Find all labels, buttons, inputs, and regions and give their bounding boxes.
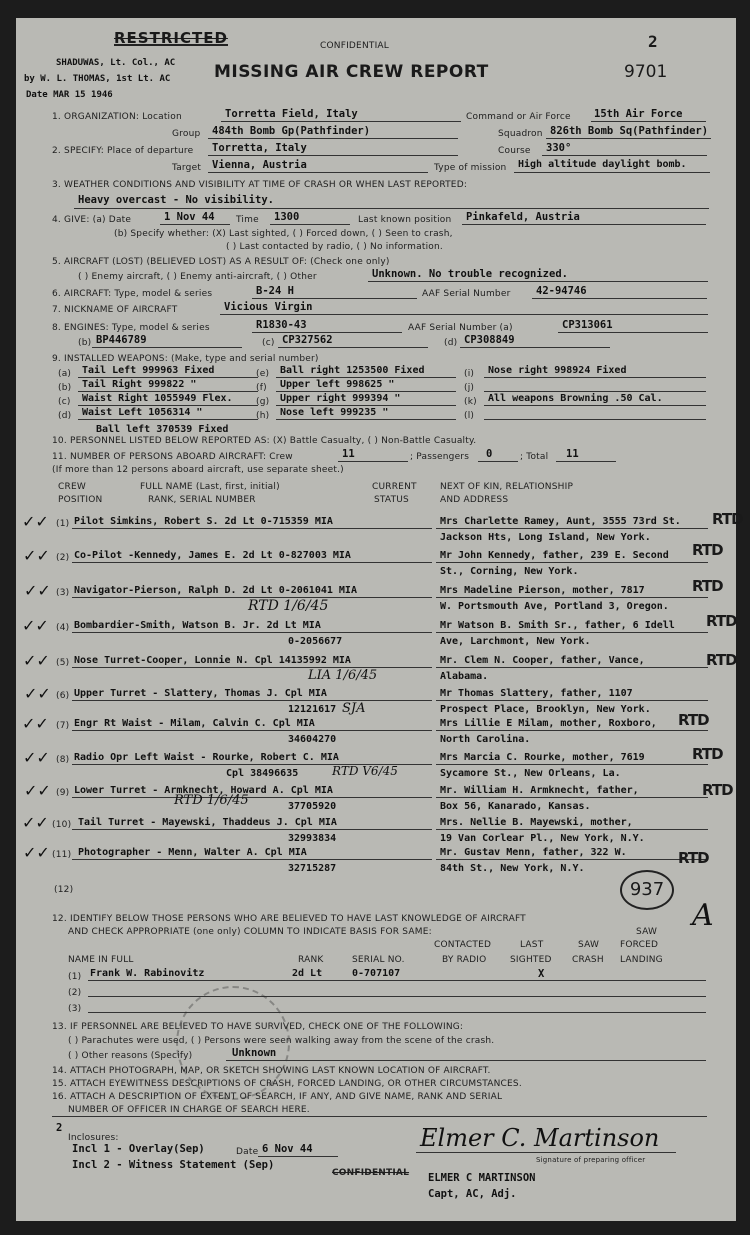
restricted-stamp: RESTRICTED (114, 29, 228, 47)
check-mark: ✓✓ (22, 714, 49, 733)
next-of-kin-address: Jackson Hts, Long Island, New York. (440, 532, 651, 543)
crew-member: Navigator-Pierson, Ralph D. 2d Lt 0-2061041 MIA (74, 585, 357, 596)
handwritten-initial: A (692, 898, 714, 933)
crew-member: Nose Turret-Cooper, Lonnie N. Cpl 14135992 MIA (74, 655, 351, 666)
aircraft-type-value: B-24 H (256, 285, 294, 297)
handwritten-rtd-9: RTD (702, 781, 733, 799)
weapon-value: Upper left 998625 " (280, 379, 395, 390)
witness-name: Frank W. Rabinovitz (90, 968, 205, 979)
inclosures-label: Inclosures: (68, 1133, 119, 1143)
position-label: Last known position (358, 215, 452, 225)
weapon-underline (78, 377, 258, 378)
crew-member-serial: 32715287 (288, 863, 337, 874)
crew-member: Radio Opr Left Waist - Rourke, Robert C. MIA (74, 752, 339, 763)
crew-col-status: STATUS (374, 495, 409, 505)
give-label: 4. GIVE: (a) Date (52, 215, 132, 225)
crew-underline (72, 730, 432, 731)
inclosure-1: Incl 1 - Overlay(Sep) (72, 1143, 205, 1155)
total-label: ; Total (520, 452, 549, 462)
crew-col-current: CURRENT (372, 482, 417, 492)
weapon-underline (276, 377, 456, 378)
organization-location: Torretta Field, Italy (225, 108, 358, 120)
aircraft-lost-options: ( ) Enemy aircraft, ( ) Enemy anti-aircraft, ( ) Other (78, 272, 317, 282)
crew-row-number: (4) (56, 623, 70, 633)
attach-eyewitness: 15. ATTACH EYEWITNESS DESCRIPTIONS OF CRASH, FORCED LANDING, OR OTHER CIRCUMSTANCES. (52, 1079, 522, 1089)
persons-aboard-label: 11. NUMBER OF PERSONS ABOARD AIRCRAFT: Crew (52, 452, 293, 462)
weapon-key: (e) (256, 369, 270, 379)
handwritten-rtd-5: RTD (706, 651, 737, 669)
engine-d-label: (d) (444, 338, 458, 348)
group-label: Group (172, 129, 201, 139)
engines-type: R1830-43 (256, 319, 307, 331)
witness-row-number: (1) (68, 972, 82, 982)
kin-underline (436, 797, 708, 798)
crew-col-kin: NEXT OF KIN, RELATIONSHIP (440, 482, 574, 492)
squadron-value: 826th Bomb Sq(Pathfinder) (550, 125, 709, 137)
check-mark: ✓✓ (23, 546, 50, 565)
crew-row-12: (12) (54, 885, 74, 895)
handwritten-rtd-4: RTD (706, 612, 737, 630)
next-of-kin-address: 19 Van Corlear Pl., New York, N.Y. (440, 833, 645, 844)
witness-row-number: (2) (68, 988, 82, 998)
next-of-kin-address: Sycamore St., New Orleans, La. (440, 768, 621, 779)
crew-underline (72, 829, 432, 830)
check-mark: ✓✓ (22, 813, 49, 832)
aircraft-lost-value: Unknown. No trouble recognized. (372, 268, 568, 280)
weapon-underline (78, 391, 258, 392)
officer-signature: Elmer C. Martinson (420, 1124, 660, 1152)
group-value: 484th Bomb Gp(Pathfinder) (212, 125, 371, 137)
next-of-kin-address: St., Corning, New York. (440, 566, 579, 577)
weather-label: 3. WEATHER CONDITIONS AND VISIBILITY AT TIME OF CRASH OR WHEN LAST REPORTED: (52, 180, 468, 190)
crew-row-number: (2) (56, 553, 70, 563)
departure-value: Torretta, Italy (212, 142, 307, 154)
declassified-date: Date MAR 15 1946 (26, 90, 113, 100)
attach-search: 16. ATTACH A DESCRIPTION OF EXTENT OF SEARCH, IF ANY, AND GIVE NAME, RANK AND SERIAL (52, 1092, 503, 1102)
engines-label: 8. ENGINES: Type, model & series (52, 323, 210, 333)
aircraft-type-label: 6. AIRCRAFT: Type, model & series (52, 289, 213, 299)
persons-note: (If more than 12 persons aboard aircraft, use separate sheet.) (52, 465, 344, 475)
nickname-value: Vicious Virgin (224, 301, 313, 313)
position-value: Pinkafeld, Austria (466, 211, 580, 223)
next-of-kin: Mrs Charlette Ramey, Aunt, 3555 73rd St. (440, 516, 681, 527)
declassified-authority: SHADUWAS, Lt. Col., AC (56, 58, 176, 68)
col-landing: LANDING (620, 955, 663, 965)
next-of-kin-address: Box 56, Kanarado, Kansas. (440, 801, 591, 812)
weapon-value: Nose right 998924 Fixed (488, 365, 627, 376)
check-mark: ✓✓ (24, 781, 51, 800)
weapon-key: (c) (58, 397, 71, 407)
survived-other: ( ) Other reasons (Specify) (68, 1051, 193, 1061)
col-rank: RANK (298, 955, 324, 965)
weapon-value: Tail Left 999963 Fixed (82, 365, 215, 376)
total-count: 11 (566, 448, 579, 460)
identify-label: 12. IDENTIFY BELOW THOSE PERSONS WHO ARE BELIEVED TO HAVE LAST KNOWLEDGE OF AIRCRAFT (52, 914, 526, 924)
missing-air-crew-report (16, 18, 743, 1221)
weather-value: Heavy overcast - No visibility. (78, 194, 274, 206)
weapon-key: (f) (256, 383, 267, 393)
signature-label: Signature of preparing officer (536, 1156, 646, 1164)
next-of-kin: Mrs Marcia C. Rourke, mother, 7619 (440, 752, 645, 763)
check-mark: ✓✓ (24, 684, 51, 703)
col-last: LAST (520, 940, 544, 950)
witness-underline (88, 980, 706, 981)
crew-underline (72, 632, 432, 633)
engine-b-label: (b) (78, 338, 92, 348)
kin-underline (436, 667, 708, 668)
engine-c-label: (c) (262, 338, 275, 348)
weapon-underline (78, 419, 258, 420)
check-mark: ✓✓ (23, 651, 50, 670)
col-sighted: SIGHTED (510, 955, 552, 965)
crew-col-position: CREW (58, 482, 86, 492)
crew-member-serial: Cpl 38496635 (226, 768, 299, 779)
handwritten-rtd-1: RTD (712, 510, 743, 528)
attach-photo: 14. ATTACH PHOTOGRAPH, MAP, OR SKETCH SHOWING LAST KNOWN LOCATION OF AIRCRAFT. (52, 1066, 491, 1076)
weapon-underline (484, 419, 706, 420)
crew-col-position-2: POSITION (58, 495, 103, 505)
aircraft-lost-label: 5. AIRCRAFT (LOST) (BELIEVED LOST) AS A RESULT OF: (Check one only) (52, 257, 390, 267)
col-radio: BY RADIO (442, 955, 487, 965)
crew-member-serial: 34604270 (288, 734, 337, 745)
crew-count: 11 (342, 448, 355, 460)
crew-member-serial: 12121617 (288, 704, 337, 715)
handwritten-rtd-date-3: RTD 1/6/45 (248, 598, 329, 614)
next-of-kin: Mr Watson B. Smith Sr., father, 6 Idell (440, 620, 675, 631)
weapon-underline (276, 419, 456, 420)
weapon-key: (d) (58, 411, 72, 421)
col-saw-top: SAW (636, 927, 658, 937)
crew-member: Bombardier-Smith, Watson B. Jr. 2d Lt MIA (74, 620, 321, 631)
next-of-kin: Mr Thomas Slattery, father, 1107 (440, 688, 633, 699)
engine-b: BP446789 (96, 334, 147, 346)
attach-search-2: NUMBER OF OFFICER IN CHARGE OF SEARCH HERE. (68, 1105, 310, 1115)
weapon-underline (276, 391, 456, 392)
inclosures-count: 2 (56, 1122, 63, 1134)
witness-serial: 0-707107 (352, 968, 401, 979)
next-of-kin-address: North Carolina. (440, 734, 531, 745)
check-mark: ✓✓ (23, 843, 50, 862)
kin-underline (436, 700, 708, 701)
handwritten-rtd-11: RTD (678, 849, 709, 867)
weapon-value: Waist Left 1056314 " (82, 407, 203, 418)
crew-row-number: (8) (56, 755, 70, 765)
crew-underline (72, 859, 432, 860)
weapon-ball-left: Ball left 370539 Fixed (96, 424, 229, 435)
crew-row-number: (6) (56, 691, 70, 701)
crew-underline (72, 528, 432, 529)
col-serial: SERIAL NO. (352, 955, 405, 965)
footer-confidential: CONFIDENTIAL (332, 1168, 410, 1178)
crew-member-serial: 0-2056677 (288, 636, 343, 647)
aircraft-serial-label: AAF Serial Number (422, 289, 511, 299)
crew-member-serial: 32993834 (288, 833, 337, 844)
header-mark: 2 (648, 32, 658, 51)
weapon-key: (h) (256, 411, 270, 421)
crew-row-number: (5) (56, 658, 70, 668)
engine-a: CP313061 (562, 319, 613, 331)
crew-col-rank: RANK, SERIAL NUMBER (148, 495, 256, 505)
witness-underline (88, 996, 706, 997)
check-mark: ✓✓ (22, 512, 49, 531)
next-of-kin: Mrs Lillie E Milam, mother, Roxboro, (440, 718, 657, 729)
col-contacted: CONTACTED (434, 940, 492, 950)
handwritten-sja: SJA (342, 701, 366, 716)
weapon-key: (j) (464, 383, 475, 393)
header-confidential: CONFIDENTIAL (320, 41, 390, 51)
weapon-underline (276, 405, 456, 406)
crew-member: Lower Turret - Armknecht, Howard A. Cpl MIA (74, 785, 333, 796)
weapon-underline (484, 405, 706, 406)
specify-whether-2: ( ) Last contacted by radio, ( ) No information. (226, 242, 443, 252)
crew-underline (72, 667, 432, 668)
crew-member: Engr Rt Waist - Milam, Calvin C. Cpl MIA (74, 718, 315, 729)
weapon-value: Ball right 1253500 Fixed (280, 365, 425, 376)
date-value: 6 Nov 44 (262, 1143, 313, 1155)
weapon-underline (78, 405, 258, 406)
crew-row-number: (3) (56, 588, 70, 598)
passengers-label: ; Passengers (410, 452, 470, 462)
specify-whether: (b) Specify whether: (X) Last sighted, ( ) Forced down, ( ) Seen to crash, (114, 229, 453, 239)
crew-row-number: (1) (56, 519, 70, 529)
command-label: Command or Air Force (466, 112, 571, 122)
witness-underline (88, 1012, 706, 1013)
weapon-value: Upper right 999394 " (280, 393, 401, 404)
course-value: 330° (546, 142, 572, 154)
crew-member-serial: 37705920 (288, 801, 337, 812)
next-of-kin-address: W. Portsmouth Ave, Portland 3, Oregon. (440, 601, 669, 612)
report-number: 9701 (624, 62, 668, 82)
check-mark: ✓✓ (22, 616, 49, 635)
date-label: Date (236, 1147, 259, 1157)
handwritten-lia: LIA 1/6/45 (308, 668, 378, 683)
weapon-key: (l) (464, 411, 475, 421)
time-value: 1300 (274, 211, 300, 223)
next-of-kin-address: Alabama. (440, 671, 489, 682)
witness-rank: 2d Lt (292, 968, 323, 979)
kin-underline (436, 764, 708, 765)
mission-label: Type of mission (434, 163, 507, 173)
next-of-kin: Mr. Clem N. Cooper, father, Vance, (440, 655, 645, 666)
report-title: MISSING AIR CREW REPORT (214, 62, 489, 82)
crew-col-address: AND ADDRESS (440, 495, 509, 505)
col-crash: CRASH (572, 955, 604, 965)
weapon-underline (484, 391, 706, 392)
next-of-kin-address: Prospect Place, Brooklyn, New York. (440, 704, 651, 715)
weapon-underline (484, 377, 706, 378)
kin-underline (436, 829, 708, 830)
engine-d: CP308849 (464, 334, 515, 346)
weapon-key: (g) (256, 397, 270, 407)
identify-label-2: AND CHECK APPROPRIATE (one only) COLUMN TO INDICATE BASIS FOR SAME: (68, 927, 432, 937)
crew-member: Pilot Simkins, Robert S. 2d Lt 0-715359 MIA (74, 516, 333, 527)
survived-other-value: Unknown (232, 1047, 277, 1059)
kin-underline (436, 597, 708, 598)
nickname-label: 7. NICKNAME OF AIRCRAFT (52, 305, 178, 315)
handwritten-rtd-date-8: RTD V6/45 (332, 764, 398, 778)
handwritten-rtd-2: RTD (692, 541, 723, 559)
crew-row-number: (7) (56, 721, 70, 731)
next-of-kin-address: 84th St., New York, N.Y. (440, 863, 585, 874)
survived-label: 13. IF PERSONNEL ARE BELIEVED TO HAVE SURVIVED, CHECK ONE OF THE FOLLOWING: (52, 1022, 464, 1032)
next-of-kin: Mr. Gustav Menn, father, 322 W. (440, 847, 627, 858)
next-of-kin-address: Ave, Larchmont, New York. (440, 636, 591, 647)
crew-member: Photographer - Menn, Walter A. Cpl MIA (78, 847, 307, 858)
kin-underline (436, 562, 708, 563)
crew-member: Co-Pilot -Kennedy, James E. 2d Lt 0-827003 MIA (74, 550, 351, 561)
handwritten-rtd-3: RTD (692, 577, 723, 595)
crew-row-number: (9) (56, 788, 70, 798)
target-value: Vienna, Austria (212, 159, 307, 171)
crew-member: Tail Turret - Mayewski, Thaddeus J. Cpl MIA (78, 817, 337, 828)
course-label: Course (498, 146, 531, 156)
kin-underline (436, 859, 708, 860)
inclosure-2: Incl 2 - Witness Statement (Sep) (72, 1159, 275, 1171)
officer-rank: Capt, AC, Adj. (428, 1188, 517, 1200)
weapon-key: (i) (464, 369, 475, 379)
weapon-value: All weapons Browning .50 Cal. (488, 393, 663, 404)
next-of-kin: Mr. William H. Armknecht, father, (440, 785, 639, 796)
weapon-key: (b) (58, 383, 72, 393)
weapon-value: Tail Right 999822 " (82, 379, 197, 390)
crew-row-number: (11) (52, 850, 72, 860)
kin-underline (436, 632, 708, 633)
weapon-key: (a) (58, 369, 72, 379)
target-label: Target (172, 163, 202, 173)
witness-row-number: (3) (68, 1004, 82, 1014)
next-of-kin: Mrs. Nellie B. Mayewski, mother, (440, 817, 633, 828)
passengers-count: 0 (486, 448, 493, 460)
declassified-by: by W. L. THOMAS, 1st Lt. AC (24, 74, 171, 84)
kin-underline (436, 730, 708, 731)
handwritten-rtd-8: RTD (692, 745, 723, 763)
survived-options: ( ) Parachutes were used, ( ) Persons were seen walking away from the scene of the crash. (68, 1036, 495, 1046)
next-of-kin: Mr John Kennedy, father, 239 E. Second (440, 550, 669, 561)
crew-underline (72, 700, 432, 701)
date-value: 1 Nov 44 (164, 211, 215, 223)
squadron-label: Squadron (498, 129, 543, 139)
weapon-value: Waist Right 1055949 Flex. (82, 393, 233, 404)
aircraft-serial-value: 42-94746 (536, 285, 587, 297)
command-value: 15th Air Force (594, 108, 683, 120)
col-forced: FORCED (620, 940, 659, 950)
weapon-key: (k) (464, 397, 477, 407)
kin-underline (436, 528, 708, 529)
next-of-kin: Mrs Madeline Pierson, mother, 7817 (440, 585, 645, 596)
check-mark: ✓✓ (23, 748, 50, 767)
col-name: NAME IN FULL (68, 955, 134, 965)
weapons-label: 9. INSTALLED WEAPONS: (Make, type and serial number) (52, 354, 319, 364)
time-label: Time (236, 215, 259, 225)
crew-underline (72, 797, 432, 798)
col-saw: SAW (578, 940, 600, 950)
check-mark: ✓✓ (24, 581, 51, 600)
mission-value: High altitude daylight bomb. (518, 159, 687, 170)
engine-c: CP327562 (282, 334, 333, 346)
engines-serial-label: AAF Serial Number (a) (408, 323, 513, 333)
handwritten-rtd-date-9: RTD 1/6/45 (174, 793, 249, 808)
crew-underline (72, 562, 432, 563)
officer-name: ELMER C MARTINSON (428, 1172, 536, 1184)
personnel-label: 10. PERSONNEL LISTED BELOW REPORTED AS: (X) Battle Casualty, ( ) Non-Battle Casualty. (52, 436, 477, 446)
specify-label: 2. SPECIFY: Place of departure (52, 146, 194, 156)
organization-label: 1. ORGANIZATION: Location (52, 112, 182, 122)
crew-col-name: FULL NAME (Last, first, initial) (140, 482, 280, 492)
crew-row-number: (10) (52, 820, 72, 830)
weapon-value: Nose left 999235 " (280, 407, 389, 418)
crew-member: Upper Turret - Slattery, Thomas J. Cpl MIA (74, 688, 327, 699)
witness-mark: X (538, 968, 545, 980)
handwritten-rtd-7: RTD (678, 711, 709, 729)
handwritten-circle-number: 937 (620, 870, 674, 910)
